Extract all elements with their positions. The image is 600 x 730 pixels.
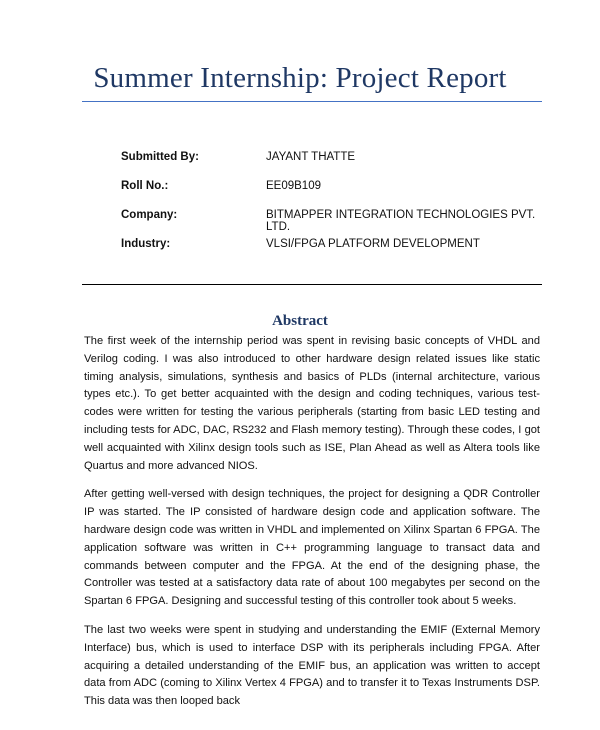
- abstract-heading: Abstract: [272, 313, 328, 329]
- submission-info: [121, 151, 561, 267]
- section-divider: [82, 284, 542, 285]
- info-row-company: [121, 209, 561, 238]
- info-value: JAYANT THATTE: [266, 151, 356, 163]
- info-row-submitted-by: [121, 151, 561, 180]
- abstract-paragraph: The first week of the internship period was spent in revising basic concepts of VHDL and Verilog coding. I was also introduced to other hardware design related issues like static timing analysis, simulations, synthesis and basics of PLDs (internal architecture, various types etc.). To get better acquainted with the design and coding techniques, various test-codes were written for testing the various peripherals (starting from basic LED testing and including tests for ADC, DAC, RS232 and Flash memory testing). Through these codes, I got well acquainted with Xilinx design tools such as ISE, Plan Ahead as well as Altera tools like Quartus and more advanced NIOS.: [84, 335, 540, 472]
- title-underline: [82, 101, 542, 102]
- info-value: VLSI/FPGA PLATFORM DEVELOPMENT: [266, 238, 480, 250]
- info-label: Roll No.:: [121, 180, 169, 192]
- info-label: Company:: [121, 209, 178, 221]
- info-value: BITMAPPER INTEGRATION TECHNOLOGIES PVT. LTD.: [266, 209, 536, 233]
- info-row-roll-no: [121, 180, 561, 209]
- info-label: Submitted By:: [121, 151, 199, 163]
- abstract-paragraph: The last two weeks were spent in studying and understanding the EMIF (External Memory Interface) bus, which is used to interface DSP with its peripherals including FPGA. After acquiring a detailed understanding of the EMIF bus, an application was written to accept data from ADC (coming to Xilinx Vertex 4 FPGA) and to transfer it to Texas Instruments DSP. This data was then looped back: [84, 623, 540, 708]
- info-label: Industry:: [121, 238, 171, 250]
- info-value: EE09B109: [266, 180, 321, 192]
- abstract-body: [84, 333, 540, 722]
- info-row-industry: [121, 238, 561, 267]
- report-title: Summer Internship: Project Report: [93, 62, 507, 94]
- abstract-paragraph: After getting well-versed with design techniques, the project for designing a QDR Controller IP was started. The IP consisted of hardware design code and application software. The hardware design code was written in VHDL and implemented on Xilinx Spartan 6 FPGA. The application software was written in C++ programming language to transact data and commands between computer and the FPGA. At the end of the designing phase, the Controller was tested at a satisfactory data rate of about 100 megabytes per second on the Spartan 6 FPGA. Designing and successful testing of this controller took about 5 weeks.: [84, 488, 540, 608]
